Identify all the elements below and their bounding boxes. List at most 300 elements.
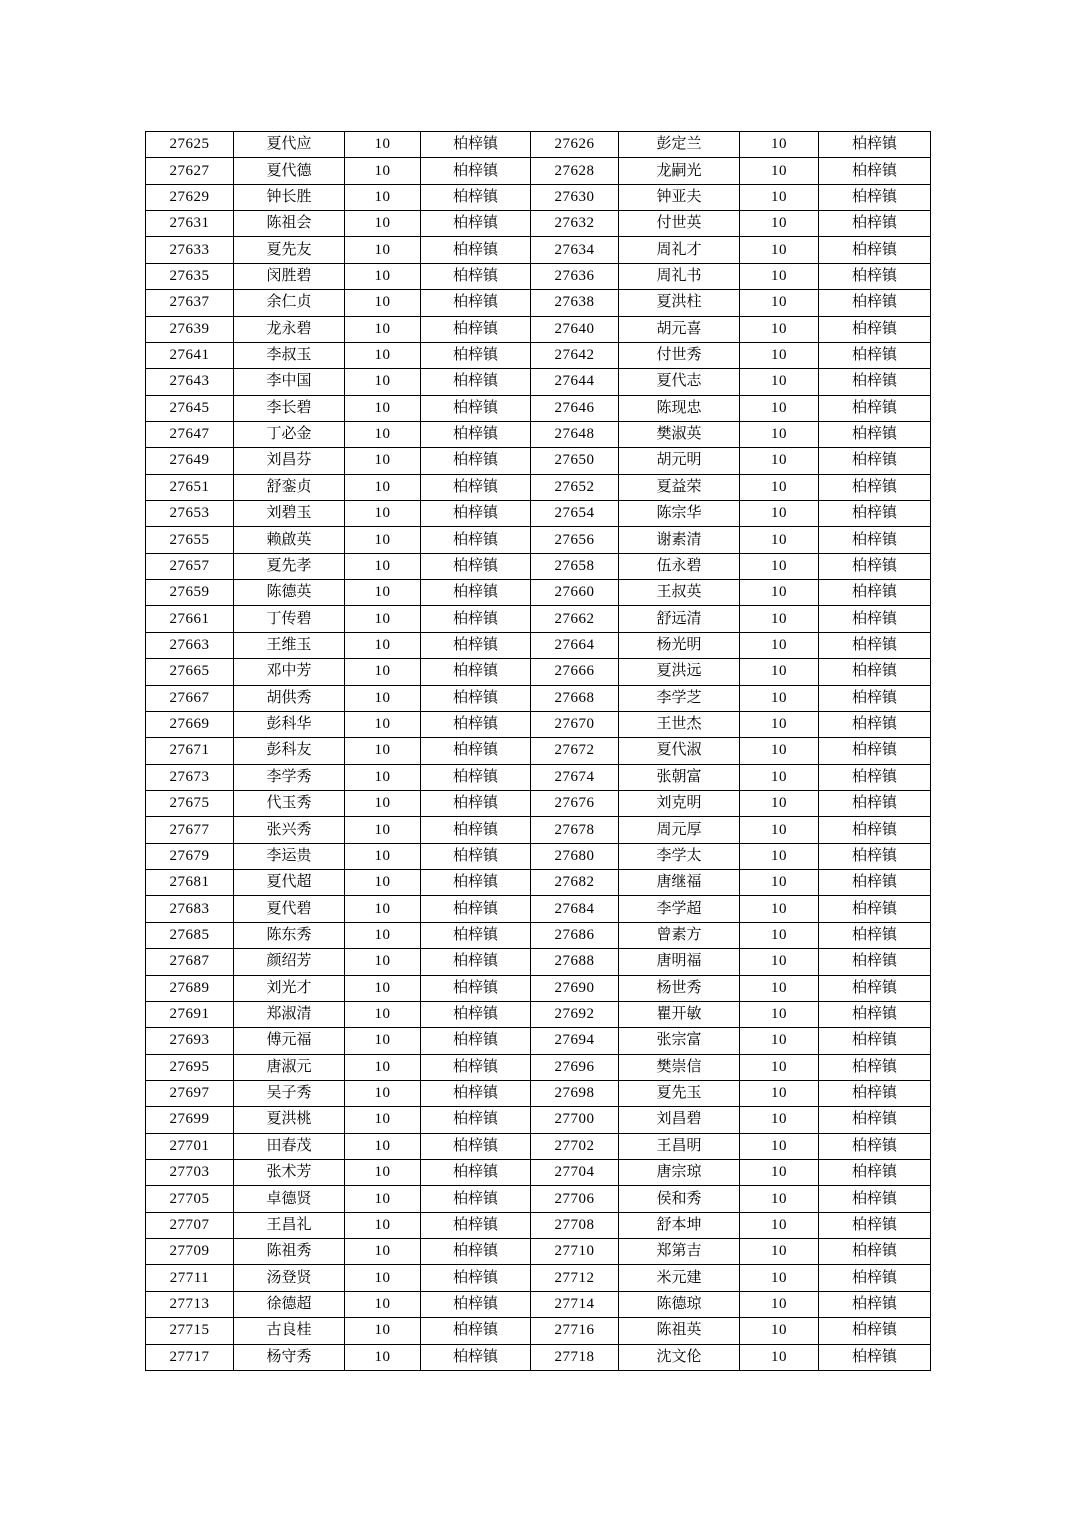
cell-town: 柏梓镇 xyxy=(421,817,531,843)
cell-id: 27640 xyxy=(531,316,619,342)
cell-amount: 10 xyxy=(740,474,819,500)
cell-amount: 10 xyxy=(740,1107,819,1133)
cell-town: 柏梓镇 xyxy=(819,659,931,685)
cell-amount: 10 xyxy=(345,1080,421,1106)
cell-town: 柏梓镇 xyxy=(819,1239,931,1265)
cell-town: 柏梓镇 xyxy=(819,1080,931,1106)
cell-name: 陈德英 xyxy=(234,580,345,606)
cell-town: 柏梓镇 xyxy=(421,132,531,158)
cell-town: 柏梓镇 xyxy=(421,1160,531,1186)
cell-amount: 10 xyxy=(345,1054,421,1080)
cell-town: 柏梓镇 xyxy=(421,316,531,342)
cell-amount: 10 xyxy=(345,949,421,975)
table-row xyxy=(146,421,931,447)
cell-amount: 10 xyxy=(345,1186,421,1212)
cell-town: 柏梓镇 xyxy=(421,1028,531,1054)
cell-amount: 10 xyxy=(345,158,421,184)
cell-town: 柏梓镇 xyxy=(819,211,931,237)
table-row xyxy=(146,1107,931,1133)
table-row xyxy=(146,896,931,922)
cell-amount: 10 xyxy=(345,1318,421,1344)
cell-id: 27666 xyxy=(531,659,619,685)
cell-amount: 10 xyxy=(740,184,819,210)
cell-amount: 10 xyxy=(740,553,819,579)
cell-amount: 10 xyxy=(345,764,421,790)
cell-name: 钟亚夫 xyxy=(619,184,740,210)
cell-town: 柏梓镇 xyxy=(421,1001,531,1027)
cell-town: 柏梓镇 xyxy=(421,764,531,790)
cell-id: 27675 xyxy=(146,790,234,816)
cell-amount: 10 xyxy=(740,158,819,184)
table-row xyxy=(146,553,931,579)
cell-id: 27713 xyxy=(146,1291,234,1317)
cell-name: 夏代超 xyxy=(234,870,345,896)
cell-town: 柏梓镇 xyxy=(819,711,931,737)
cell-town: 柏梓镇 xyxy=(819,184,931,210)
cell-id: 27676 xyxy=(531,790,619,816)
cell-name: 代玉秀 xyxy=(234,790,345,816)
cell-name: 汤登贤 xyxy=(234,1265,345,1291)
cell-id: 27670 xyxy=(531,711,619,737)
cell-name: 米元建 xyxy=(619,1265,740,1291)
cell-amount: 10 xyxy=(345,316,421,342)
cell-name: 杨世秀 xyxy=(619,975,740,1001)
cell-name: 刘昌芬 xyxy=(234,448,345,474)
cell-id: 27646 xyxy=(531,395,619,421)
cell-town: 柏梓镇 xyxy=(819,580,931,606)
cell-name: 夏先玉 xyxy=(619,1080,740,1106)
cell-town: 柏梓镇 xyxy=(421,685,531,711)
cell-town: 柏梓镇 xyxy=(421,790,531,816)
cell-amount: 10 xyxy=(740,211,819,237)
cell-name: 胡元喜 xyxy=(619,316,740,342)
cell-amount: 10 xyxy=(345,527,421,553)
cell-id: 27695 xyxy=(146,1054,234,1080)
cell-town: 柏梓镇 xyxy=(819,158,931,184)
cell-amount: 10 xyxy=(740,342,819,368)
cell-amount: 10 xyxy=(345,553,421,579)
cell-amount: 10 xyxy=(740,501,819,527)
cell-name: 侯和秀 xyxy=(619,1186,740,1212)
cell-name: 夏代德 xyxy=(234,158,345,184)
cell-id: 27711 xyxy=(146,1265,234,1291)
table-row xyxy=(146,1344,931,1370)
cell-id: 27681 xyxy=(146,870,234,896)
cell-id: 27696 xyxy=(531,1054,619,1080)
cell-amount: 10 xyxy=(345,1160,421,1186)
table-row xyxy=(146,211,931,237)
cell-town: 柏梓镇 xyxy=(421,1239,531,1265)
cell-id: 27704 xyxy=(531,1160,619,1186)
cell-amount: 10 xyxy=(345,184,421,210)
table-row xyxy=(146,1291,931,1317)
cell-name: 樊崇信 xyxy=(619,1054,740,1080)
cell-id: 27671 xyxy=(146,738,234,764)
cell-id: 27708 xyxy=(531,1212,619,1238)
cell-name: 陈祖会 xyxy=(234,211,345,237)
cell-town: 柏梓镇 xyxy=(421,896,531,922)
table-row xyxy=(146,527,931,553)
cell-amount: 10 xyxy=(345,896,421,922)
table-row xyxy=(146,395,931,421)
cell-id: 27627 xyxy=(146,158,234,184)
cell-amount: 10 xyxy=(345,790,421,816)
cell-name: 丁必金 xyxy=(234,421,345,447)
table-row xyxy=(146,237,931,263)
cell-id: 27632 xyxy=(531,211,619,237)
cell-town: 柏梓镇 xyxy=(819,632,931,658)
cell-name: 丁传碧 xyxy=(234,606,345,632)
cell-amount: 10 xyxy=(740,843,819,869)
table-row xyxy=(146,975,931,1001)
cell-amount: 10 xyxy=(740,659,819,685)
cell-id: 27684 xyxy=(531,896,619,922)
cell-name: 陈现忠 xyxy=(619,395,740,421)
cell-id: 27656 xyxy=(531,527,619,553)
cell-name: 吴子秀 xyxy=(234,1080,345,1106)
cell-id: 27690 xyxy=(531,975,619,1001)
records-table-body xyxy=(146,132,931,1371)
cell-id: 27631 xyxy=(146,211,234,237)
cell-town: 柏梓镇 xyxy=(819,553,931,579)
cell-amount: 10 xyxy=(345,1212,421,1238)
cell-id: 27647 xyxy=(146,421,234,447)
cell-amount: 10 xyxy=(740,790,819,816)
cell-name: 李叔玉 xyxy=(234,342,345,368)
cell-town: 柏梓镇 xyxy=(421,711,531,737)
cell-town: 柏梓镇 xyxy=(819,896,931,922)
cell-amount: 10 xyxy=(345,263,421,289)
cell-amount: 10 xyxy=(740,132,819,158)
cell-id: 27649 xyxy=(146,448,234,474)
table-row xyxy=(146,501,931,527)
table-row xyxy=(146,1239,931,1265)
cell-amount: 10 xyxy=(740,1080,819,1106)
cell-town: 柏梓镇 xyxy=(421,580,531,606)
cell-name: 唐明福 xyxy=(619,949,740,975)
cell-amount: 10 xyxy=(345,870,421,896)
cell-amount: 10 xyxy=(345,843,421,869)
cell-id: 27716 xyxy=(531,1318,619,1344)
cell-amount: 10 xyxy=(740,1186,819,1212)
cell-name: 李长碧 xyxy=(234,395,345,421)
cell-id: 27700 xyxy=(531,1107,619,1133)
cell-town: 柏梓镇 xyxy=(421,448,531,474)
cell-amount: 10 xyxy=(740,421,819,447)
records-table xyxy=(145,131,931,1371)
table-row xyxy=(146,790,931,816)
cell-town: 柏梓镇 xyxy=(421,1080,531,1106)
cell-town: 柏梓镇 xyxy=(819,1291,931,1317)
cell-town: 柏梓镇 xyxy=(421,395,531,421)
cell-town: 柏梓镇 xyxy=(819,1344,931,1370)
cell-amount: 10 xyxy=(740,395,819,421)
cell-id: 27683 xyxy=(146,896,234,922)
cell-town: 柏梓镇 xyxy=(819,132,931,158)
cell-amount: 10 xyxy=(345,711,421,737)
cell-name: 李运贵 xyxy=(234,843,345,869)
cell-id: 27630 xyxy=(531,184,619,210)
table-row xyxy=(146,764,931,790)
cell-name: 王昌明 xyxy=(619,1133,740,1159)
cell-name: 王叔英 xyxy=(619,580,740,606)
cell-name: 周元厚 xyxy=(619,817,740,843)
cell-name: 夏代淑 xyxy=(619,738,740,764)
cell-amount: 10 xyxy=(740,817,819,843)
cell-id: 27667 xyxy=(146,685,234,711)
cell-name: 夏先友 xyxy=(234,237,345,263)
cell-amount: 10 xyxy=(740,290,819,316)
cell-town: 柏梓镇 xyxy=(421,211,531,237)
cell-id: 27635 xyxy=(146,263,234,289)
table-row xyxy=(146,316,931,342)
cell-name: 张术芳 xyxy=(234,1160,345,1186)
cell-name: 沈文伦 xyxy=(619,1344,740,1370)
cell-id: 27669 xyxy=(146,711,234,737)
cell-name: 樊淑英 xyxy=(619,421,740,447)
cell-town: 柏梓镇 xyxy=(421,922,531,948)
cell-name: 夏洪远 xyxy=(619,659,740,685)
cell-id: 27677 xyxy=(146,817,234,843)
cell-town: 柏梓镇 xyxy=(421,501,531,527)
cell-town: 柏梓镇 xyxy=(819,764,931,790)
cell-town: 柏梓镇 xyxy=(819,527,931,553)
cell-id: 27692 xyxy=(531,1001,619,1027)
cell-town: 柏梓镇 xyxy=(421,184,531,210)
cell-id: 27687 xyxy=(146,949,234,975)
cell-amount: 10 xyxy=(345,659,421,685)
cell-amount: 10 xyxy=(345,448,421,474)
cell-id: 27661 xyxy=(146,606,234,632)
cell-town: 柏梓镇 xyxy=(421,553,531,579)
cell-town: 柏梓镇 xyxy=(421,1265,531,1291)
table-row xyxy=(146,369,931,395)
cell-id: 27701 xyxy=(146,1133,234,1159)
cell-town: 柏梓镇 xyxy=(421,659,531,685)
cell-amount: 10 xyxy=(345,1133,421,1159)
cell-name: 邓中芳 xyxy=(234,659,345,685)
cell-id: 27664 xyxy=(531,632,619,658)
cell-id: 27638 xyxy=(531,290,619,316)
cell-id: 27644 xyxy=(531,369,619,395)
table-row xyxy=(146,1001,931,1027)
cell-name: 胡元明 xyxy=(619,448,740,474)
cell-name: 郑淑清 xyxy=(234,1001,345,1027)
cell-town: 柏梓镇 xyxy=(819,1186,931,1212)
cell-id: 27625 xyxy=(146,132,234,158)
cell-amount: 10 xyxy=(740,1160,819,1186)
cell-town: 柏梓镇 xyxy=(819,949,931,975)
cell-town: 柏梓镇 xyxy=(421,1344,531,1370)
cell-id: 27653 xyxy=(146,501,234,527)
table-row xyxy=(146,132,931,158)
cell-id: 27686 xyxy=(531,922,619,948)
cell-name: 谢素清 xyxy=(619,527,740,553)
cell-town: 柏梓镇 xyxy=(421,158,531,184)
cell-name: 夏洪柱 xyxy=(619,290,740,316)
table-row xyxy=(146,263,931,289)
cell-amount: 10 xyxy=(740,685,819,711)
cell-amount: 10 xyxy=(740,764,819,790)
cell-name: 周礼书 xyxy=(619,263,740,289)
cell-id: 27712 xyxy=(531,1265,619,1291)
cell-amount: 10 xyxy=(740,1212,819,1238)
cell-name: 王维玉 xyxy=(234,632,345,658)
table-row xyxy=(146,711,931,737)
cell-name: 李学芝 xyxy=(619,685,740,711)
cell-name: 张朝富 xyxy=(619,764,740,790)
cell-town: 柏梓镇 xyxy=(819,421,931,447)
cell-id: 27668 xyxy=(531,685,619,711)
cell-name: 赖啟英 xyxy=(234,527,345,553)
cell-id: 27678 xyxy=(531,817,619,843)
cell-name: 古良桂 xyxy=(234,1318,345,1344)
cell-id: 27717 xyxy=(146,1344,234,1370)
cell-name: 胡供秀 xyxy=(234,685,345,711)
cell-amount: 10 xyxy=(345,738,421,764)
table-row xyxy=(146,1028,931,1054)
cell-name: 杨光明 xyxy=(619,632,740,658)
cell-id: 27705 xyxy=(146,1186,234,1212)
cell-id: 27715 xyxy=(146,1318,234,1344)
cell-amount: 10 xyxy=(740,632,819,658)
cell-id: 27699 xyxy=(146,1107,234,1133)
table-row xyxy=(146,922,931,948)
cell-name: 舒本坤 xyxy=(619,1212,740,1238)
cell-name: 周礼才 xyxy=(619,237,740,263)
cell-town: 柏梓镇 xyxy=(819,790,931,816)
cell-town: 柏梓镇 xyxy=(421,1186,531,1212)
table-row xyxy=(146,290,931,316)
cell-town: 柏梓镇 xyxy=(421,1318,531,1344)
cell-id: 27672 xyxy=(531,738,619,764)
cell-amount: 10 xyxy=(345,290,421,316)
cell-id: 27633 xyxy=(146,237,234,263)
table-row xyxy=(146,1054,931,1080)
cell-town: 柏梓镇 xyxy=(421,975,531,1001)
cell-town: 柏梓镇 xyxy=(819,817,931,843)
cell-amount: 10 xyxy=(740,1344,819,1370)
cell-id: 27694 xyxy=(531,1028,619,1054)
cell-town: 柏梓镇 xyxy=(421,870,531,896)
cell-amount: 10 xyxy=(740,1265,819,1291)
cell-amount: 10 xyxy=(345,474,421,500)
cell-id: 27679 xyxy=(146,843,234,869)
table-row xyxy=(146,685,931,711)
cell-id: 27689 xyxy=(146,975,234,1001)
cell-id: 27703 xyxy=(146,1160,234,1186)
cell-name: 刘克明 xyxy=(619,790,740,816)
cell-name: 李学秀 xyxy=(234,764,345,790)
cell-id: 27651 xyxy=(146,474,234,500)
cell-name: 龙嗣光 xyxy=(619,158,740,184)
table-row xyxy=(146,659,931,685)
cell-amount: 10 xyxy=(740,1318,819,1344)
cell-name: 刘昌碧 xyxy=(619,1107,740,1133)
table-row xyxy=(146,1212,931,1238)
cell-amount: 10 xyxy=(345,1344,421,1370)
cell-amount: 10 xyxy=(740,949,819,975)
cell-amount: 10 xyxy=(740,237,819,263)
cell-town: 柏梓镇 xyxy=(819,448,931,474)
cell-town: 柏梓镇 xyxy=(421,843,531,869)
cell-town: 柏梓镇 xyxy=(421,474,531,500)
cell-amount: 10 xyxy=(740,1239,819,1265)
cell-town: 柏梓镇 xyxy=(819,316,931,342)
table-row xyxy=(146,817,931,843)
cell-id: 27710 xyxy=(531,1239,619,1265)
cell-name: 徐德超 xyxy=(234,1291,345,1317)
cell-id: 27698 xyxy=(531,1080,619,1106)
cell-name: 彭科友 xyxy=(234,738,345,764)
cell-id: 27665 xyxy=(146,659,234,685)
cell-name: 郑第吉 xyxy=(619,1239,740,1265)
cell-name: 陈宗华 xyxy=(619,501,740,527)
cell-name: 钟长胜 xyxy=(234,184,345,210)
cell-town: 柏梓镇 xyxy=(819,738,931,764)
cell-amount: 10 xyxy=(345,1028,421,1054)
table-row xyxy=(146,632,931,658)
cell-id: 27663 xyxy=(146,632,234,658)
cell-name: 刘光才 xyxy=(234,975,345,1001)
cell-town: 柏梓镇 xyxy=(421,606,531,632)
table-row xyxy=(146,870,931,896)
cell-id: 27626 xyxy=(531,132,619,158)
cell-name: 夏先孝 xyxy=(234,553,345,579)
cell-id: 27702 xyxy=(531,1133,619,1159)
cell-id: 27642 xyxy=(531,342,619,368)
cell-amount: 10 xyxy=(345,1291,421,1317)
cell-town: 柏梓镇 xyxy=(819,1028,931,1054)
cell-name: 夏益荣 xyxy=(619,474,740,500)
cell-amount: 10 xyxy=(345,237,421,263)
table-row xyxy=(146,1265,931,1291)
table-row xyxy=(146,1186,931,1212)
cell-id: 27650 xyxy=(531,448,619,474)
table-row xyxy=(146,1160,931,1186)
cell-id: 27652 xyxy=(531,474,619,500)
cell-amount: 10 xyxy=(345,975,421,1001)
cell-id: 27688 xyxy=(531,949,619,975)
cell-amount: 10 xyxy=(345,421,421,447)
cell-id: 27657 xyxy=(146,553,234,579)
cell-town: 柏梓镇 xyxy=(421,1054,531,1080)
cell-name: 舒銮贞 xyxy=(234,474,345,500)
cell-town: 柏梓镇 xyxy=(819,1160,931,1186)
cell-id: 27706 xyxy=(531,1186,619,1212)
table-row xyxy=(146,1133,931,1159)
cell-town: 柏梓镇 xyxy=(421,421,531,447)
cell-town: 柏梓镇 xyxy=(819,1133,931,1159)
cell-amount: 10 xyxy=(345,922,421,948)
table-row xyxy=(146,158,931,184)
cell-town: 柏梓镇 xyxy=(421,632,531,658)
table-row xyxy=(146,342,931,368)
cell-amount: 10 xyxy=(740,580,819,606)
cell-name: 卓德贤 xyxy=(234,1186,345,1212)
cell-amount: 10 xyxy=(740,1001,819,1027)
table-row xyxy=(146,606,931,632)
cell-name: 颜绍芳 xyxy=(234,949,345,975)
cell-name: 刘碧玉 xyxy=(234,501,345,527)
cell-id: 27654 xyxy=(531,501,619,527)
table-row xyxy=(146,949,931,975)
cell-town: 柏梓镇 xyxy=(819,1212,931,1238)
cell-amount: 10 xyxy=(345,1265,421,1291)
cell-id: 27685 xyxy=(146,922,234,948)
cell-amount: 10 xyxy=(345,132,421,158)
cell-amount: 10 xyxy=(740,263,819,289)
